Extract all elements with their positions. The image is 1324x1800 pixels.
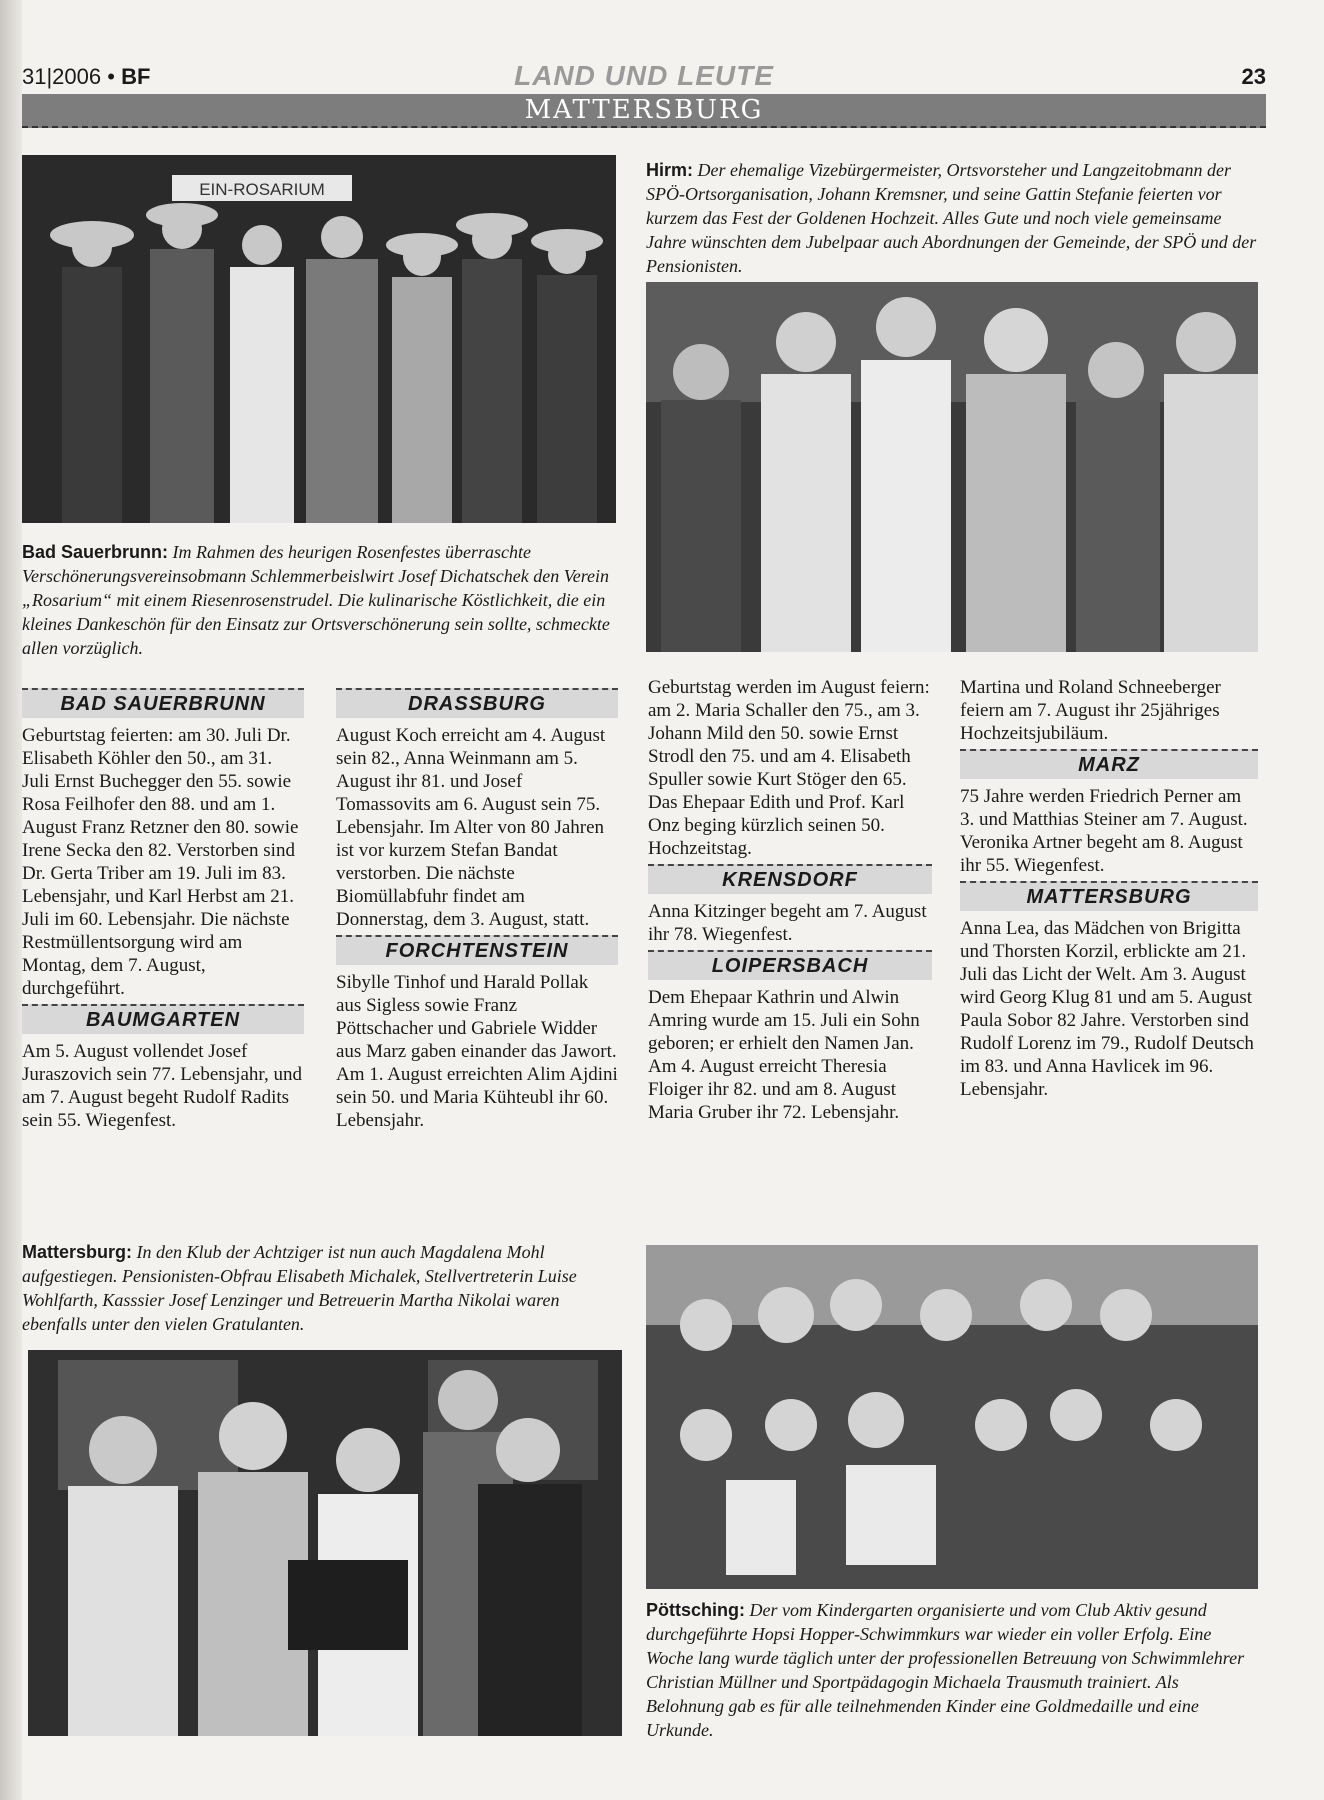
- heading-mattersburg: MATTERSBURG: [960, 881, 1258, 911]
- region-title: MATTERSBURG: [524, 95, 764, 125]
- news-baumgarten: Am 5. August vollendet Josef Juraszovich sein 77. Lebensjahr, und am 7. August begeht Rudolf Radits sein 55. Wiegenfest.: [22, 1041, 302, 1131]
- caption-bad-sauerbrunn-place: Bad Sauerbrunn:: [22, 542, 169, 562]
- photo-hirm-golden-wedding: [646, 282, 1258, 652]
- caption-poettsching: [646, 1598, 1258, 1742]
- news-krensdorf: Anna Kitzinger begeht am 7. August ihr 78. Wiegenfest.: [648, 901, 927, 945]
- region-bar: [22, 94, 1266, 128]
- news-mattersburg: Anna Lea, das Mädchen von Brigitta und Thorsten Korzil, erblickte am 21. Juli das Licht der Welt. Am 3. August wird Georg Klug 81 und am 5. August Paula Sobor 82 Jahre. Verstorben sind Rudolf Lorenz im 79., Rudolf Deutsch im 83. und Anna Havlicek im 96. Lebensjahr.: [960, 918, 1254, 1100]
- caption-mattersburg: [22, 1240, 616, 1336]
- heading-forchtenstein: FORCHTENSTEIN: [336, 935, 618, 965]
- caption-poettsching-text: Der vom Kindergarten organisierte und vom Club Aktiv gesund durchgeführte Hopsi Hopper-Schwimmkurs war wieder ein voller Erfolg. Eine Woche lang wurde täglich unter der professionellen Betreuung von Schwimmlehrer Christian Müllner und Sportpädagogin Michaela Trausmuth trainiert. Als Belohnung gab es für alle teilnehmenden Kinder eine Goldmedaille und eine Urkunde.: [646, 1600, 1245, 1740]
- photo-rosarium-group: [22, 155, 616, 523]
- caption-hirm: [646, 158, 1258, 278]
- issue-label: 31|2006 • BF: [22, 64, 151, 89]
- news-drassburg: August Koch erreicht am 4. August sein 82., Anna Weinmann am 5. August ihr 81. und Josef Tomassovits am 6. August sein 75. Lebensjahr. Im Alter von 80 Jahren ist vor kurzem Stefan Bandat verstorben. Die nächste Biomüllabfuhr findet am Donnerstag, dem 3. August, statt.: [336, 725, 606, 930]
- heading-marz: MARZ: [960, 749, 1258, 779]
- caption-bad-sauerbrunn: [22, 540, 616, 660]
- caption-bad-sauerbrunn-text: Im Rahmen des heurigen Rosenfestes überraschte Verschönerungsvereinsobmann Schlemmerbeislwirt Josef Dichatschek den Verein „Rosarium“ mit einem Riesenrosenstrudel. Die kulinarische Köstlichkeit, die ein kleines Dankeschön für den Einsatz zur Ortsverschönerung sein sollte, schmeckte allen vorzüglich.: [22, 542, 610, 658]
- column-4: [960, 676, 1258, 1101]
- caption-mattersburg-text: In den Klub der Achtziger ist nun auch Magdalena Mohl aufgestiegen. Pensionisten-Obfrau Elisabeth Michalek, Stellvertreterin Luise Wohlfarth, Kasssier Josef Lenzinger und Betreuerin Martha Nikolai waren ebenfalls unter den vielen Gratulanten.: [22, 1242, 577, 1334]
- column-1: [22, 684, 304, 1132]
- page-binding-edge: [0, 0, 22, 1800]
- column-3: [648, 676, 932, 1124]
- news-marz: 75 Jahre werden Friedrich Perner am 3. und Matthias Steiner am 7. August. Veronika Artner begeht am 8. August ihr 55. Wiegenfest.: [960, 786, 1248, 876]
- photo-mattersburg-seniors: [28, 1350, 622, 1736]
- section-title: LAND UND LEUTE: [514, 60, 774, 91]
- page-number: 23: [1241, 64, 1266, 89]
- photo-poettsching-swim-kids: [646, 1245, 1258, 1589]
- heading-krensdorf: KRENSDORF: [648, 864, 932, 894]
- news-forchtenstein: Sibylle Tinhof und Harald Pollak aus Sigless sowie Franz Pöttschacher und Gabriele Widder aus Marz gaben einander das Jawort. Am 1. August erreichten Alim Ajdini sein 50. und Maria Kühteubl ihr 60. Lebensjahr.: [336, 972, 618, 1131]
- heading-bad-sauerbrunn: BAD SAUERBRUNN: [22, 688, 304, 718]
- news-loipersbach-continued: Martina und Roland Schneeberger feiern am 7. August ihr 25jähriges Hochzeitsjubiläum.: [960, 677, 1221, 744]
- caption-poettsching-place: Pöttsching:: [646, 1600, 745, 1620]
- news-drassburg-continued: Geburtstag werden im August feiern: am 2. Maria Schaller den 75., am 3. Johann Mild den 50. sowie Ernst Strodl den 75. und am 4. Elisabeth Spuller sowie Kurt Stöger den 65. Das Ehepaar Edith und Prof. Karl Onz beging kürzlich seinen 50. Hochzeitstag.: [648, 677, 930, 859]
- caption-hirm-place: Hirm:: [646, 160, 694, 180]
- heading-loipersbach: LOIPERSBACH: [648, 950, 932, 980]
- heading-baumgarten: BAUMGARTEN: [22, 1004, 304, 1034]
- news-bad-sauerbrunn: Geburtstag feierten: am 30. Juli Dr. Elisabeth Köhler den 50., am 31. Juli Ernst Buchegger den 55. sowie Rosa Feilhofer den 88. und am 1. August Franz Retzner den 80. sowie Irene Secka den 82. Verstorben sind Dr. Gerta Triber am 19. Juli im 83. Lebensjahr, und Karl Herbst am 21. Juli im 60. Lebensjahr. Die nächste Restmüllentsorgung wird am Montag, dem 7. August, durchgeführt.: [22, 725, 299, 999]
- column-2: [336, 684, 618, 1132]
- rosarium-sign-text: EIN-ROSARIUM: [199, 180, 325, 199]
- caption-hirm-text: Der ehemalige Vizebürgermeister, Ortsvorsteher und Langzeitobmann der SPÖ-Ortsorganisation, Johann Kremsner, und seine Gattin Stefanie feierten vor kurzem das Fest der Goldenen Hochzeit. Alles Gute und noch viele gemeinsame Jahre wünschten dem Jubelpaar auch Abordnungen der Gemeinde, der SPÖ und der Pensionisten.: [646, 160, 1257, 276]
- caption-mattersburg-place: Mattersburg:: [22, 1242, 133, 1262]
- page-header: [22, 60, 1266, 96]
- heading-drassburg: DRASSBURG: [336, 688, 618, 718]
- news-loipersbach: Dem Ehepaar Kathrin und Alwin Amring wurde am 15. Juli ein Sohn geboren; er erhielt den Namen Jan. Am 4. August erreicht Theresia Floiger ihr 82. und am 8. August Maria Gruber ihr 72. Lebensjahr.: [648, 987, 920, 1123]
